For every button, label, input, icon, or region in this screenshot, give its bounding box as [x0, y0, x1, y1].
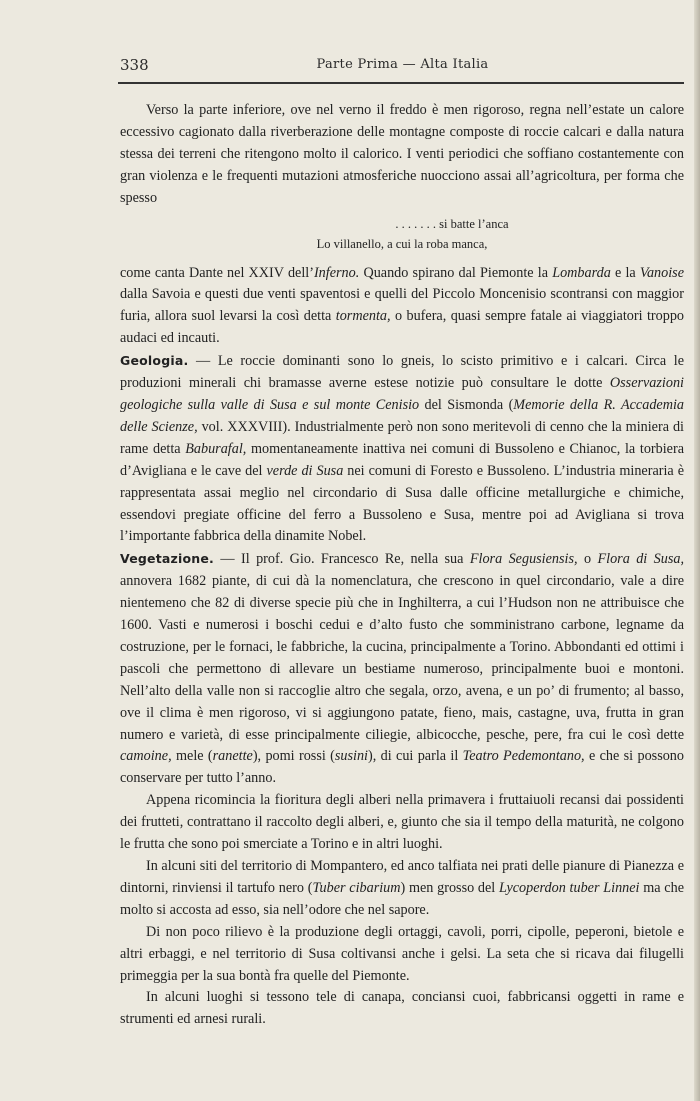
text: ) men grosso del	[400, 879, 499, 896]
text: del Sismonda (	[419, 396, 514, 413]
italic-text: Memorie della R. Accademia delle Scienze,	[120, 396, 684, 435]
page-header	[120, 56, 685, 76]
text: dalla Savoia e questi due venti spaventosi e quelli del Piccolo Moncenisio scontransi con maggior furia, allora suol levarsi la così detta	[120, 286, 684, 325]
paragraph-geologia	[120, 350, 684, 548]
verse-line-1: . . . . . . . si batte l’anca	[395, 216, 509, 231]
italic-text: Inferno.	[313, 264, 360, 281]
text: come canta Dante nel XXIV dell’	[120, 264, 314, 281]
text: annovera 1682 piante, di cui dà la nomenclatura, che crescono in quel circondario, vale a dire nientemeno che 82 di diverse specie più che in Inghilterra, a cui l’Hudson non ne attribuisce che 1600. Vasti e numerosi i boschi cedui e d’alto fusto che somministrano carbone, legname da costruzione, per le fornaci, le fabbriche, la cucina, principalmente a Torino. Abbondanti ed ottimi i pascoli che permettono di allevare un bestiame numeroso, principalmente buoi e montoni. Nell’alto della valle non si raccoglie altro che segala, orzo, avena, e un po’ di frumento; al basso, ove il clima è men rigoroso, vi si aggiungono patate, fieno, mais, castagne, uva, frutta in gran numero e varietà, di esse principalmente ciliegie, albicocche, pesche, pere, fra cui le così dette	[120, 573, 684, 743]
text: nei comuni di Foresto e Bussoleno. L’industria mineraria è rappresentata assai meglio nel circondario di Susa dalle officine metallurgiche e chimiche, essendovi pregiate officine del ferro a Bussoleno e Susa, mentre poi ad Avigliana si trova l’importante fabbrica della dinamite Nobel.	[120, 462, 684, 545]
text: mele (	[171, 748, 213, 765]
text: — Le roccie dominanti sono lo gneis, lo scisto primitivo e i calcari. Circa le produzioni minerali chi bramasse averne estese notizie può consultare le dotte	[120, 353, 684, 392]
paragraph-ortaggi: Di non poco rilievo è la produzione degli ortaggi, cavoli, porri, cipolle, peperoni, bietole e altri erbaggi, e nel territorio di Susa coltivansi anche i gelsi. La seta che si ricava dai filugelli primeggia per la sua bontà fra quelle del Piemonte.	[120, 923, 684, 984]
italic-text: Flora di Susa,	[597, 551, 685, 568]
section-heading-vegetazione: Vegetazione.	[120, 551, 214, 567]
italic-text: ranette	[212, 748, 253, 765]
text: o	[577, 551, 598, 568]
italic-text: Lombarda	[552, 264, 611, 281]
text: — Il prof. Gio. Francesco Re, nella sua	[213, 551, 470, 568]
verse-line-2: Lo villanello, a cui la roba manca,	[316, 236, 488, 251]
text: Quando spirano dal Piemonte la	[359, 264, 553, 281]
italic-text: tormenta,	[335, 308, 391, 325]
page-number: 338	[120, 56, 149, 74]
italic-text: verde di Susa	[266, 462, 344, 479]
italic-text: Baburafal,	[185, 440, 247, 457]
text: ), di cui parla il	[368, 748, 463, 765]
paragraph-winds	[120, 263, 684, 351]
paragraph-tartufo	[120, 856, 684, 922]
text: In alcuni siti del territorio di Mompantero, ed anco talfiata nei prati delle pianure di Pianezza e dintorni, rinviensi il tartufo nero (	[120, 858, 684, 896]
italic-text: Teatro Pedemontano,	[462, 748, 585, 765]
paragraph-fioritura: Appena ricomincia la fioritura degli alberi nella primavera i fruttaiuoli recansi dai possidenti dei frutteti, contrattano il raccolto degli alberi, e, giunto che sia il tempo della maturità, ne colgono le frutta che sono poi smerciate a Torino e in altri luoghi.	[120, 792, 684, 853]
italic-text: Vanoise	[639, 264, 684, 281]
italic-text: Flora Segusiensis,	[469, 551, 578, 568]
running-title: Parte Prima — Alta Italia	[316, 57, 489, 72]
text: vol. XXXVIII). Industrialmente però non sono meritevoli di cenno che la miniera di rame detta	[120, 418, 684, 457]
verse-quote	[120, 214, 684, 254]
italic-text: susini	[334, 748, 368, 765]
page-body	[120, 100, 684, 1031]
text: o bufera, quasi sempre fatale ai viaggiatori troppo audaci ed incauti.	[120, 308, 685, 347]
text: momentaneamente inattiva nei comuni di Bussoleno e Chianoc, la torbiera d’Avigliana e le cave del	[120, 440, 684, 479]
italic-text: camoine,	[120, 748, 172, 765]
paragraph-vegetazione	[120, 548, 684, 790]
italic-text: Tuber cibarium	[312, 879, 401, 896]
text: ), pomi rossi (	[252, 748, 335, 765]
section-heading-geologia: Geologia.	[120, 353, 189, 369]
italic-text: Lycoperdon tuber Linnei	[499, 879, 640, 896]
text: e la	[610, 264, 640, 281]
page-edge	[694, 0, 700, 1101]
header-rule	[118, 82, 684, 84]
paragraph-climate: Verso la parte inferiore, ove nel verno il freddo è men rigoroso, regna nell’estate un calore eccessivo cagionato dalla riverberazione delle montagne composte di roccie calcari e dalla natura stessa dei terreni che ritengono molto il calorico. I venti periodici che soffiano costantemente con gran violenza e le frequenti mutazioni atmosferiche nuocciono assai all’agricoltura, per forma che spesso	[120, 102, 684, 206]
italic-text: Osservazioni geologiche sulla valle di Susa e sul monte Cenisio	[120, 375, 684, 413]
text: ma che molto si accosta ad esso, sia nell’odore che nel sapore.	[120, 879, 684, 918]
paragraph-luoghi: In alcuni luoghi si tessono tele di canapa, conciansi cuoi, fabbricansi oggetti in rame e strumenti ed arnesi rurali.	[120, 989, 684, 1028]
text: e che si possono conservare per tutto l’anno.	[120, 748, 684, 787]
